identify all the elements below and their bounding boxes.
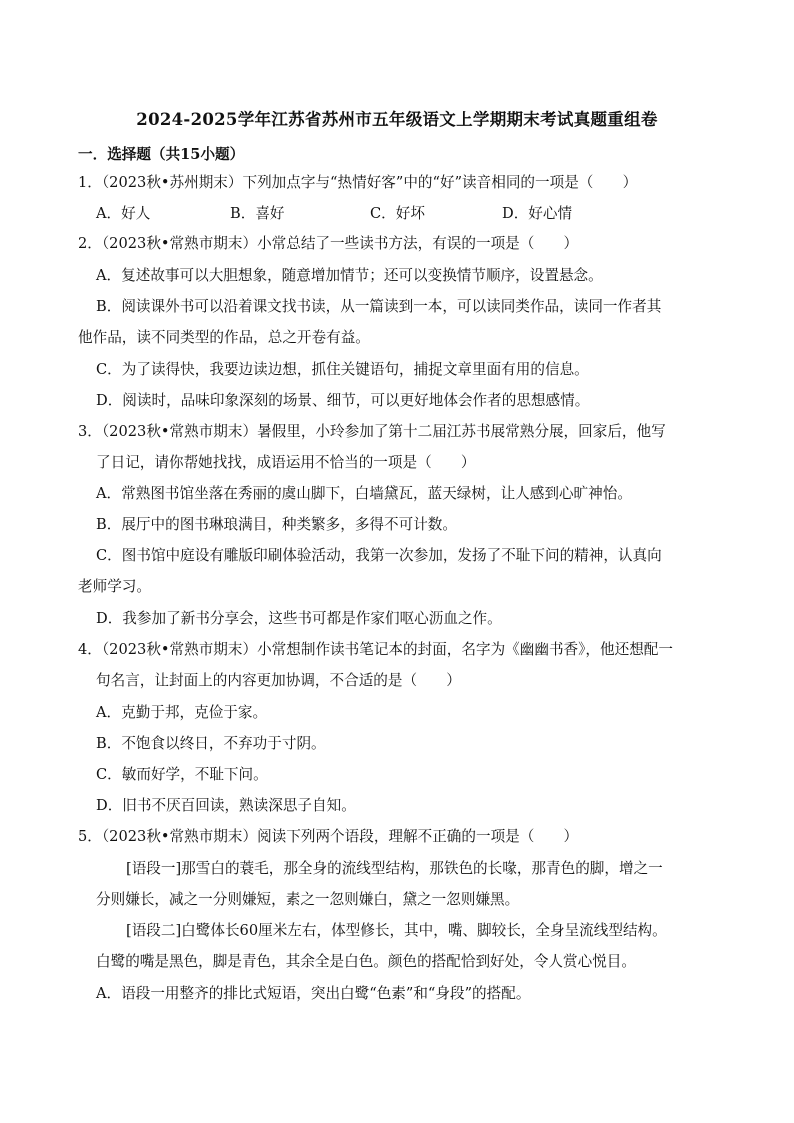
section-heading: 一．选择题（共15小题） [78,146,245,163]
question-2-option-a: A．复述故事可以大胆想象，随意增加情节；还可以变换情节顺序，设置悬念。 [96,267,603,284]
question-4-stem-cont: 句名言，让封面上的内容更加协调，不合适的是（ ） [96,672,461,689]
question-2-option-b: B．阅读课外书可以沿着课文找书读，从一篇读到一本，可以读同类作品，读同一作者其 [96,298,662,315]
question-5-passage-2-cont: 白鹭的嘴是黑色，脚是青色，其余全是白色。颜色的搭配恰到好处，令人赏心悦目。 [96,953,636,970]
question-1-options [96,204,696,224]
question-5-stem: 5．（2023秋•常熟市期末）阅读下列两个语段，理解不正确的一项是（ ） [78,828,579,845]
question-5-option-a: A．语段一用整齐的排比式短语，突出白鹭“色素”和“身段”的搭配。 [96,985,531,1002]
question-3-option-b: B．展厅中的图书琳琅满目，种类繁多，多得不可计数。 [96,516,457,533]
question-4-stem: 4．（2023秋•常熟市期末）小常想制作读书笔记本的封面，名字为《幽幽书香》，他还想配一 [78,641,673,658]
question-1-option-c: C．好坏 [370,205,425,222]
question-2-option-b-cont: 他作品，读不同类型的作品，总之开卷有益。 [78,329,370,346]
question-3-option-d: D．我参加了新书分享会，这些书可都是作家们呕心沥血之作。 [96,610,502,627]
exam-title: 2024-2025学年江苏省苏州市五年级语文上学期期末考试真题重组卷 [136,110,658,129]
question-1-option-b: B．喜好 [230,205,285,222]
question-3-option-c-cont: 老师学习。 [78,578,151,595]
question-1-stem: 1．（2023秋•苏州期末）下列加点字与“热情好客”中的“好”读音相同的一项是（ ） [78,174,638,191]
question-2-stem: 2．（2023秋•常熟市期末）小常总结了一些读书方法，有误的一项是（ ） [78,235,579,252]
question-4-option-b: B．不饱食以终日，不弃功于寸阴。 [96,735,326,752]
question-1-option-a: A．好人 [96,205,151,222]
question-4-option-a: A．克勤于邦，克俭于家。 [96,704,268,721]
question-5-passage-2: [语段二]白鹭体长60厘米左右，体型修长，其中，嘴、脚较长，全身呈流线型结构。 [126,922,667,939]
question-4-option-d: D．旧书不厌百回读，熟读深思子自知。 [96,797,356,814]
question-1-option-d: D．好心情 [502,205,573,222]
question-3-stem: 3．（2023秋•常熟市期末）暑假里，小玲参加了第十二届江苏书展常熟分展，回家后，他写 [78,423,666,440]
question-2-option-c: C．为了读得快，我要边读边想，抓住关键语句，捕捉文章里面有用的信息。 [96,361,589,378]
question-3-option-c: C．图书馆中庭设有雕版印刷体验活动，我第一次参加，发扬了不耻下问的精神，认真向 [96,547,662,564]
question-3-stem-cont: 了日记，请你帮她找找，成语运用不恰当的一项是（ ） [96,454,476,471]
question-5-passage-1-cont: 分则嫌长，减之一分则嫌短，素之一忽则嫌白，黛之一忽则嫌黑。 [96,891,520,908]
question-3-option-a: A．常熟图书馆坐落在秀丽的虞山脚下，白墙黛瓦，蓝天绿树，让人感到心旷神怡。 [96,485,632,502]
question-5-passage-1: [语段一]那雪白的蓑毛，那全身的流线型结构，那铁色的长喙，那青色的脚，增之一 [126,860,663,877]
question-2-option-d: D．阅读时，品味印象深刻的场景、细节，可以更好地体会作者的思想感情。 [96,392,590,409]
question-4-option-c: C．敏而好学，不耻下问。 [96,766,268,783]
